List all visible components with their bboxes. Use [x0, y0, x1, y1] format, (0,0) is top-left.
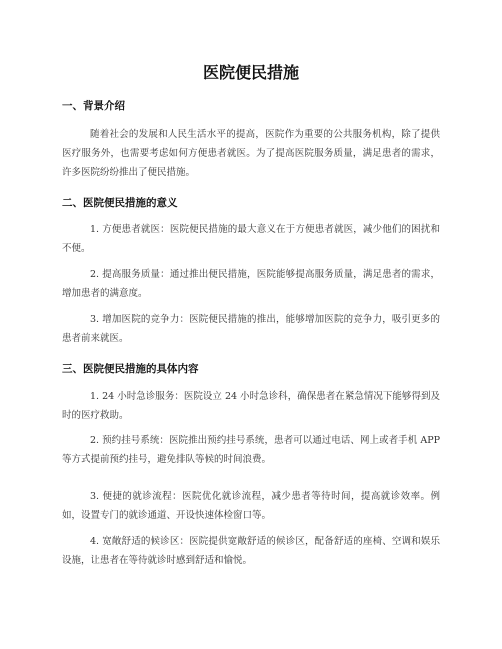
- paragraph-content-1: 1. 24 小时急诊服务：医院设立 24 小时急诊科，确保患者在紧急情况下能够得到及时的医疗救助。: [62, 391, 440, 421]
- paragraph-content-3: 3. 便捷的就诊流程：医院优化就诊流程，减少患者等待时间，提高就诊效率。例如，设置专门的就诊通道、开设快速体检窗口等。: [62, 491, 440, 521]
- paragraph-background-intro: 随着社会的发展和人民生活水平的提高，医院作为重要的公共服务机构，除了提供医疗服务外，也需要考虑如何方便患者就医。为了提高医院服务质量，满足患者的需求，许多医院纷纷推出了便民措施。: [62, 129, 440, 178]
- paragraph-content-2: 2. 预约挂号系统：医院推出预约挂号系统，患者可以通过电话、网上或者手机 APP 等方式提前预约挂号，避免排队等候的时间浪费。: [62, 435, 440, 465]
- section-heading-significance: 二、医院便民措施的意义: [62, 197, 178, 209]
- paragraph-content-4: 4. 宽敞舒适的候诊区：医院提供宽敞舒适的候诊区，配备舒适的座椅、空调和娱乐设施，让患者在等待就诊时感到舒适和愉悦。: [62, 536, 440, 566]
- section-heading-content: 三、医院便民措施的具体内容: [62, 363, 199, 375]
- document-title: 医院便民措施: [202, 63, 299, 82]
- paragraph-significance-2: 2. 提高服务质量：通过推出便民措施，医院能够提高服务质量，满足患者的需求，增加患者的满意度。: [62, 269, 440, 299]
- paragraph-significance-1: 1. 方便患者就医：医院便民措施的最大意义在于方便患者就医，减少他们的困扰和不便。: [62, 224, 440, 254]
- section-heading-background: 一、背景介绍: [62, 100, 125, 112]
- paragraph-significance-3: 3. 增加医院的竞争力：医院便民措施的推出，能够增加医院的竞争力，吸引更多的患者前来就医。: [62, 314, 440, 344]
